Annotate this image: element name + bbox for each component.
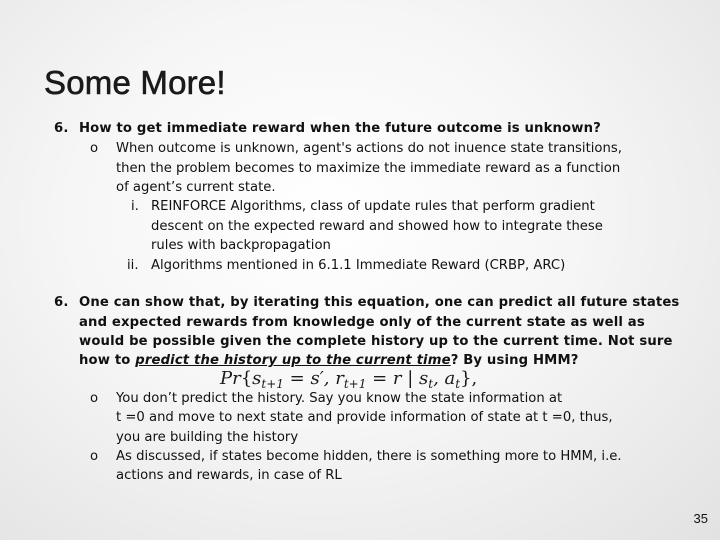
section2-bullet-2-line-1: As discussed, if states become hidden, there is something more to HMM, i.e. [116,449,622,464]
sub-item-2-marker: ii. [127,258,139,273]
sub-item-2-line-1: Algorithms mentioned in 6.1.1 Immediate Reward (CRBP, ARC) [151,258,566,273]
section1-heading: How to get immediate reward when the future outcome is unknown? [79,121,601,136]
section2-bullet-2-marker: o [90,449,99,464]
section2-heading-line-1: One can show that, by iterating this equation, one can predict all future states [79,295,680,310]
section2-heading-line-3: would be possible given the complete history up to the current time. Not sure [79,334,673,349]
section1-number: 6. [54,121,69,136]
section2-bullet-1-line-2: t =0 and move to next state and provide information of state at t =0, thus, [116,410,613,425]
section1-bullet-line-2: then the problem becomes to maximize the immediate reward as a function [116,161,621,176]
section2-line4-prefix: how to [79,353,136,368]
section1-bullet-marker: o [90,141,99,156]
section2-bullet-1-line-1: You don’t predict the history. Say you know the state information at [116,391,563,406]
sub-item-1-line-2: descent on the expected reward and showed how to integrate these [151,219,603,234]
section2-bullet-1-line-3: you are building the history [116,430,299,445]
section2-line4-suffix: ? By using HMM? [450,353,579,368]
section2-bullet-1-marker: o [90,391,99,406]
section1-bullet-line-1: When outcome is unknown, agent's actions do not inuence state transitions, [116,141,622,156]
sub-item-1-line-3: rules with backpropagation [151,238,331,253]
section2-emphasis: predict the history up to the current time [135,353,451,368]
section2-number: 6. [54,295,69,310]
page-number: 35 [693,511,708,526]
sub-item-1-marker: i. [131,199,139,214]
transition-formula: $Pr\{s_{t+1} = s'$, $r_{t+1} = r$ | $s_t$, $a_t$}, [220,368,478,391]
section2-heading-line-2: and expected rewards from knowledge only of the current state as well as [79,315,645,330]
sub-item-1-line-1: REINFORCE Algorithms, class of update rules that perform gradient [151,199,595,214]
section1-bullet-line-3: of agent’s current state. [116,180,276,195]
slide-title: Some More! [44,64,226,101]
section2-bullet-2-line-2: actions and rewards, in case of RL [116,468,342,483]
